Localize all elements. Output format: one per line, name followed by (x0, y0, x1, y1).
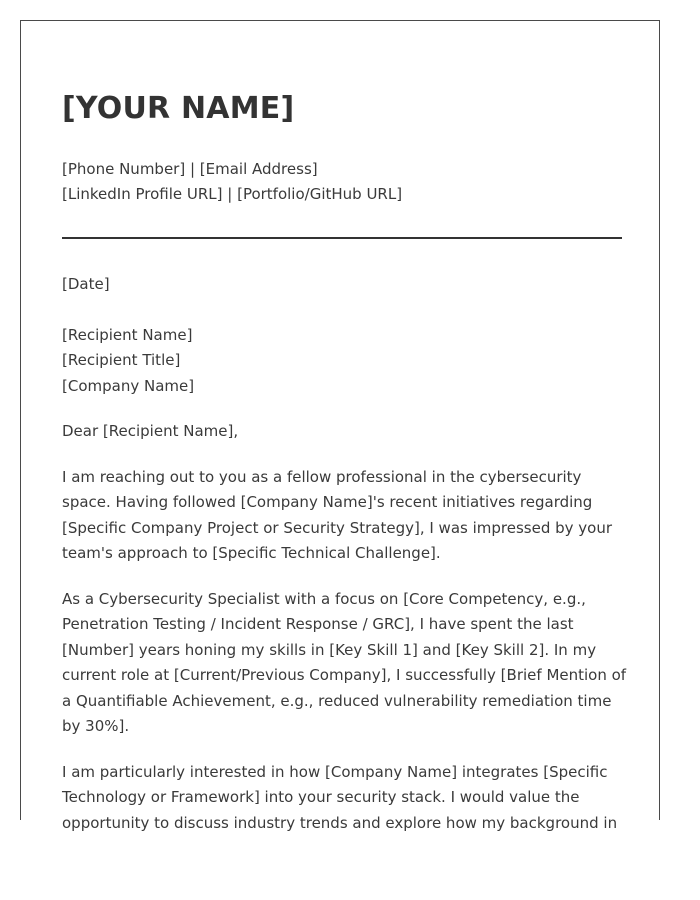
recipient-name: [Recipient Name] (62, 325, 193, 344)
contact-block (62, 157, 627, 207)
contact-phone-email: [Phone Number] | [Email Address] (62, 160, 318, 178)
body-paragraph-interest (62, 760, 627, 837)
applicant-name: [YOUR NAME] (62, 91, 295, 126)
contact-links: [LinkedIn Profile URL] | [Portfolio/GitHub URL] (62, 185, 403, 203)
letter-date: [Date] (62, 275, 110, 293)
body-paragraph-intro (62, 465, 627, 567)
recipient-company: [Company Name] (62, 376, 195, 395)
recipient-title: [Recipient Title] (62, 351, 181, 369)
paragraph-text: As a Cybersecurity Specialist with a focus on [Core Competency, e.g., Penetration Testing / Incident Response / GRC], I have spent the last [Number] years honing my skills in [Key Skill 1] and [Key Skill 2]. In my current role at [Current/Previous Company], I successfully [Brief Mention of a Quantifiable Achievement, e.g., reduced vulnerability remediation time by 30%]. (62, 589, 627, 735)
letter-page (20, 20, 660, 832)
salutation: Dear [Recipient Name], (62, 422, 239, 440)
paragraph-text: I am particularly interested in how [Company Name] integrates [Specific Technology or Framework] into your security stack. I would value the opportunity to discuss industry trends and explore how my background in (62, 762, 618, 832)
body-paragraph-experience (62, 587, 627, 740)
paragraph-text: I am reaching out to you as a fellow professional in the cybersecurity space. Having followed [Company Name]'s recent initiatives regarding [Specific Company Project or Security Strategy], I was impressed by your team's approach to [Specific Technical Challenge]. (62, 467, 612, 562)
recipient-block (62, 323, 627, 400)
letter-content (62, 91, 627, 836)
header-divider (62, 237, 622, 239)
